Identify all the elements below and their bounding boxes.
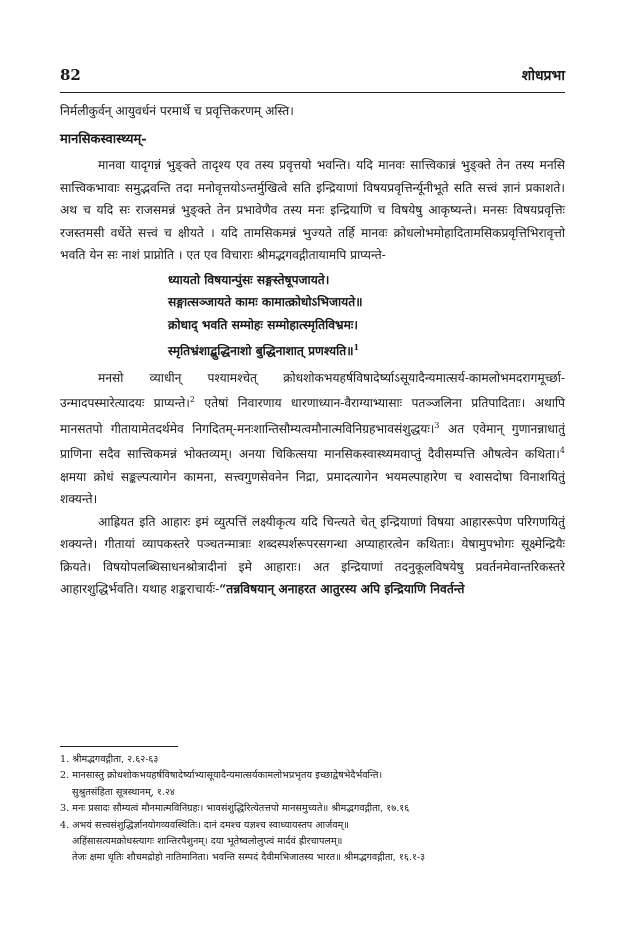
footnote-ref-3: 3	[434, 420, 440, 430]
footnote-4: 4. अभयं सत्त्वसंशुद्धिर्ज्ञानयोगव्यवस्थितिः। दानं दमश्च यज्ञश्च स्वाध्यायस्तप आर्जवम्॥	[60, 819, 350, 831]
paragraph-2-c: अत एवेमान् गुणानन्नाधातुं प्राणिना सदैव सात्त्विकमन्नं भोक्तव्यम्। अनया चिकित्सया मानसिकस्वास्थ्यमवाप्तुं दैवीसम्पत्ति औषत्वेन कथिता।	[60, 421, 566, 462]
gita-verse	[168, 269, 565, 363]
page-header	[60, 66, 565, 88]
header-rule	[60, 92, 565, 93]
main-text	[60, 100, 565, 601]
paragraph-2-d: क्षमया क्रोधं सङ्कल्पत्यागेन कामना, सत्त्वगुणसेवनेन निद्रा, प्रमादत्यागेन भयमल्पाहारेण च श्वासदोषा विनाशयितुं शक्यन्ते।	[60, 469, 565, 507]
footnote-2: 2. मानसास्तु क्रोधशोकभयहर्षविषादेर्ष्याभ्यासूयादैन्यमात्सर्यकामलोभप्रभृतय इच्छाद्वेषभेदैर्भवन्ति।	[60, 770, 383, 782]
footnote-ref-4: 4	[559, 446, 565, 456]
footnote-rule	[60, 746, 178, 747]
footnote-2-source: सुश्रुतसंहिता सूत्रस्थानम्, १.२४	[72, 786, 175, 798]
paragraph-2	[60, 367, 565, 511]
footnote-4-line-2: अहिंसासत्यमक्रोधस्त्यागः शान्तिरपैशुनम्। दया भूतेष्वलोलुप्त्वं मार्दवं ह्रीरचापलम्॥	[72, 836, 343, 848]
footnote-3: 3. मनः प्रसादः सौम्यत्वं मौनमात्मविनिग्रहः। भावसंशुद्धिरित्येतत्तपो मानसमुच्यते॥ श्रीमद्भगवद्गीता, १७.१६	[60, 803, 410, 815]
footnote-4-line-3: तेजः क्षमा धृतिः शौचमद्रोहो नातिमानिता। भवन्ति सम्पदं दैवीमभिजातस्य भारत॥ श्रीमद्भगवद्गीता, १६.१-३	[72, 852, 426, 864]
paragraph-2-b: एतेषां निवारणाय धारणाध्यान-वैराग्याभ्यासाः पतञ्जलिना प्रतिपादिताः। अथापि मानसतपो गीतायामेतदर्थमेव निगदितम्-मनःशान्तिसौम्यत्वमौनात्मविनिग्रहभावसंशुद्धयः।	[60, 396, 565, 436]
paragraph-3	[60, 511, 565, 601]
footnote-ref-1: 1	[353, 342, 360, 352]
journal-title: शोधप्रभा	[521, 68, 565, 84]
verse-line-2: सङ्गात्सञ्जायते कामः कामात्क्रोधोऽभिजायते॥	[168, 295, 363, 309]
verse-line-1: ध्यायतो विषयान्पुंसः सङ्गस्तेषूपजायते।	[168, 272, 330, 287]
section-heading: मानसिकस्वास्थ्यम्-	[60, 131, 147, 147]
verse-line-4: स्मृतिभ्रंशाद्बुद्धिनाशो बुद्धिनाशात् प्रणश्यति॥	[168, 344, 354, 359]
footnote-ref-2: 2	[189, 395, 195, 405]
page-number: 82	[60, 66, 81, 84]
verse-line-3: क्रोधाद् भवति सम्मोहः सम्मोहात्स्मृतिविभ्रमः।	[168, 317, 358, 332]
paragraph-3-text: आह्रियत इति आहारः इमं व्युत्पत्तिं लक्ष्यीकृत्य यदि चिन्त्यते चेत् इन्द्रियाणां विषया आहाररूपेण परिगणयितुं शक्यन्ते। गीतायां व्यापकस्तरे पञ्चतन्मात्राः शब्दस्पर्शरूपरसगन्धा अप्याहारत्वेन कथिताः। येषामुपभोगः सूक्ष्मेन्द्रियैः क्रियते। विषयोपलब्धिसाधनश्रोत्रादीनां इमे आहाराः। अत इन्द्रियाणां तदनुकूलविषयेषु प्रवर्तनमेवान्तरिकस्तरे आहारशुद्धिर्भवति। यथाह शङ्कराचार्यः-	[60, 514, 565, 597]
shankara-quote: “तन्नविषयान् अनाहरत आतुरस्य अपि इन्द्रियाणि निवर्तन्ते	[219, 582, 465, 597]
paragraph-1: मानवा यादृगन्नं भुङ्क्ते तादृश्य एव तस्य प्रवृत्तयो भवन्ति। यदि मानवः सात्त्विकान्नं भुङ्क्ते तेन तस्य मनसि सात्त्विकभावाः समुद्भवन्ति तदा मनोवृत्तयोऽन्तर्मुखित्वे सति इन्द्रियाणां विषयप्रवृत्तिर्न्यूनीभूते सति सत्त्वं ज्ञानं प्रकाशते। अथ च यदि सः राजसमन्नं भुङ्क्ते तेन प्रभावेणैव तस्य मनः इन्द्रियाणि च विषयेषु आकृष्यन्ते। मनसः विषयप्रवृत्तिः रजस्तमसी वर्धेते सत्त्वं च क्षीयते । यदि तामसिकमन्नं भुज्यते तर्हि मानवः क्रोधलोभमोहादितामसिकप्रवृत्तिभिरावृत्तो भवति येन सः नाशं प्राप्नोति । एत एव विचाराः श्रीमद्भगवद्गीतायामपि प्राप्यन्ते-	[60, 158, 565, 262]
intro-line: निर्मलीकुर्वन् आयुवर्धनं परमार्थे च प्रवृत्तिकरणम् अस्ति।	[60, 104, 294, 118]
footnotes	[60, 752, 565, 867]
footnote-1: 1. श्रीमद्भगवद्गीता, २.६२-६३	[60, 754, 159, 765]
paragraph-2-a: मनसो व्याधीन् पश्यामश्चेत् क्रोधशोकभयहर्षविषादेर्ष्याऽसूयादैन्यमात्सर्य-कामलोभमदरागमूर्च्छा-उन्मादपस्मारेत्यादयः प्राप्यन्ते।	[60, 370, 565, 411]
